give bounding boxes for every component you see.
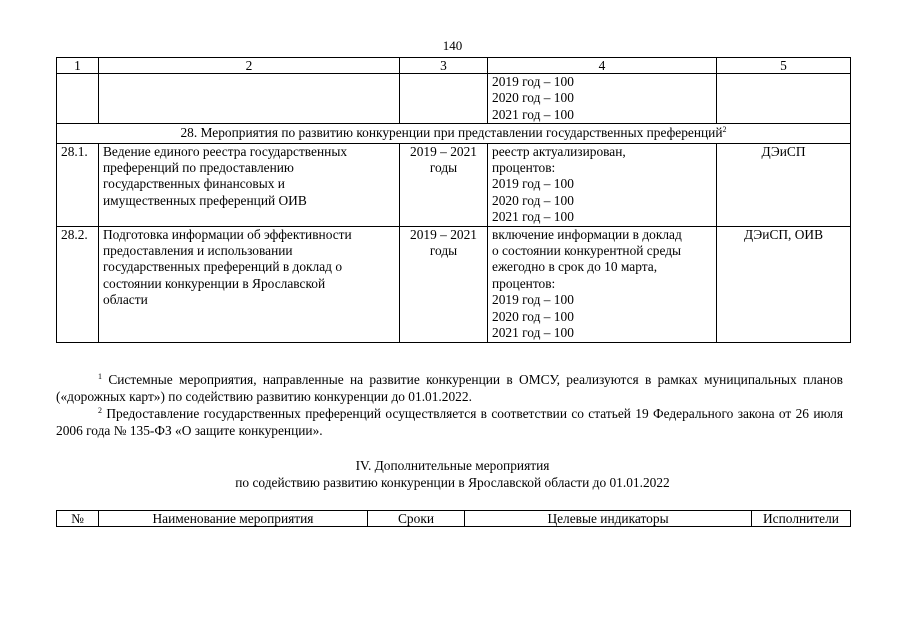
cell-name — [99, 74, 400, 124]
name-line: Подготовка информации об эффективности — [103, 226, 352, 242]
cell-name — [99, 226, 400, 342]
cell-num — [57, 74, 99, 124]
measures-table — [56, 57, 851, 343]
additional-measures-table — [56, 510, 851, 527]
column-header-name: Наименование мероприятия — [99, 511, 368, 527]
name-line: предоставления и использовании — [103, 243, 293, 259]
continued-row — [57, 74, 851, 124]
cell-executor: ДЭиСП, ОИВ — [717, 226, 851, 342]
name-line: преференций по предоставлению — [103, 160, 294, 176]
section-title-cell — [57, 124, 851, 143]
column-header-number: № — [57, 511, 99, 527]
name-line: Ведение единого реестра государственных — [103, 143, 348, 159]
indicator-line: о состоянии конкурентной среды — [492, 243, 682, 259]
name-line: имущественных преференций ОИВ — [103, 192, 307, 208]
period-line: годы — [429, 160, 458, 176]
period-line: 2019 – 2021 — [410, 226, 477, 242]
column-number: 3 — [400, 58, 488, 74]
indicator-line: процентов: — [492, 160, 556, 176]
indicator-line: ежегодно в срок до 10 марта, — [492, 259, 658, 275]
cell-name — [99, 143, 400, 226]
footnote-mark: 1 — [98, 372, 102, 381]
footnote — [56, 371, 843, 405]
column-header-executors: Исполнители — [752, 511, 851, 527]
column-number: 1 — [57, 58, 99, 74]
column-number: 4 — [488, 58, 717, 74]
section-heading-line2: по содействию развитию конкуренции в Ярославской области до 01.01.2022 — [235, 475, 670, 490]
indicator-line: 2021 год – 100 — [492, 325, 574, 341]
cell-indicators — [488, 74, 717, 124]
footnote-text: Предоставление государственных преференций осуществляется в соответствии со статьей 19 Федерального закона от 26 июля 2006 года № 135-ФЗ «О защите конкуренции». — [56, 406, 843, 438]
table-row — [57, 226, 851, 342]
indicator-line: 2019 год – 100 — [492, 292, 574, 308]
cell-period — [400, 74, 488, 124]
table-row — [57, 143, 851, 226]
name-line: государственных финансовых и — [103, 176, 285, 192]
name-line: состоянии конкуренции в Ярославской — [103, 275, 326, 291]
cell-executor — [717, 74, 851, 124]
footnote-text: Системные мероприятия, направленные на развитие конкуренции в ОМСУ, реализуются в рамках муниципальных планов («дорожных карт») по содействию развитию конкуренции до 01.01.2022. — [56, 372, 843, 404]
cell-executor: ДЭиСП — [717, 143, 851, 226]
indicator-line: 2021 год – 100 — [492, 209, 574, 225]
indicator-line: 2021 год – 100 — [492, 106, 574, 122]
column-number: 5 — [717, 58, 851, 74]
section-heading — [0, 457, 905, 491]
indicator-line: 2020 год – 100 — [492, 192, 574, 208]
indicator-line: реестр актуализирован, — [492, 143, 626, 159]
footnote-mark: 2 — [722, 125, 727, 135]
footnote — [56, 405, 843, 439]
footnote-mark: 2 — [98, 406, 102, 415]
footnotes — [56, 371, 843, 439]
page-number: 140 — [442, 38, 463, 53]
indicator-line: включение информации в доклад — [492, 226, 682, 242]
column-header-period: Сроки — [368, 511, 465, 527]
cell-num: 28.2. — [57, 226, 99, 342]
indicator-line: 2019 год – 100 — [492, 176, 574, 192]
indicator-line: процентов: — [492, 275, 556, 291]
column-number: 2 — [99, 58, 400, 74]
cell-period — [400, 226, 488, 342]
cell-period — [400, 143, 488, 226]
period-line: 2019 – 2021 — [410, 143, 477, 159]
table-header-row — [57, 511, 851, 527]
indicator-line: 2020 год – 100 — [492, 308, 574, 324]
cell-indicators — [488, 143, 717, 226]
cell-indicators — [488, 226, 717, 342]
name-line: государственных преференций в доклад о — [103, 259, 343, 275]
section-row — [57, 124, 851, 143]
column-number-row — [57, 58, 851, 74]
period-line: годы — [429, 243, 458, 259]
name-line: области — [103, 292, 148, 308]
section-heading-line1: IV. Дополнительные мероприятия — [355, 458, 550, 473]
column-header-indicators: Целевые индикаторы — [465, 511, 752, 527]
indicator-line: 2019 год – 100 — [492, 74, 574, 89]
indicator-line: 2020 год – 100 — [492, 90, 574, 106]
section-title: 28. Мероприятия по развитию конкуренции при представлении государственных преференций — [180, 125, 723, 141]
cell-num: 28.1. — [57, 143, 99, 226]
